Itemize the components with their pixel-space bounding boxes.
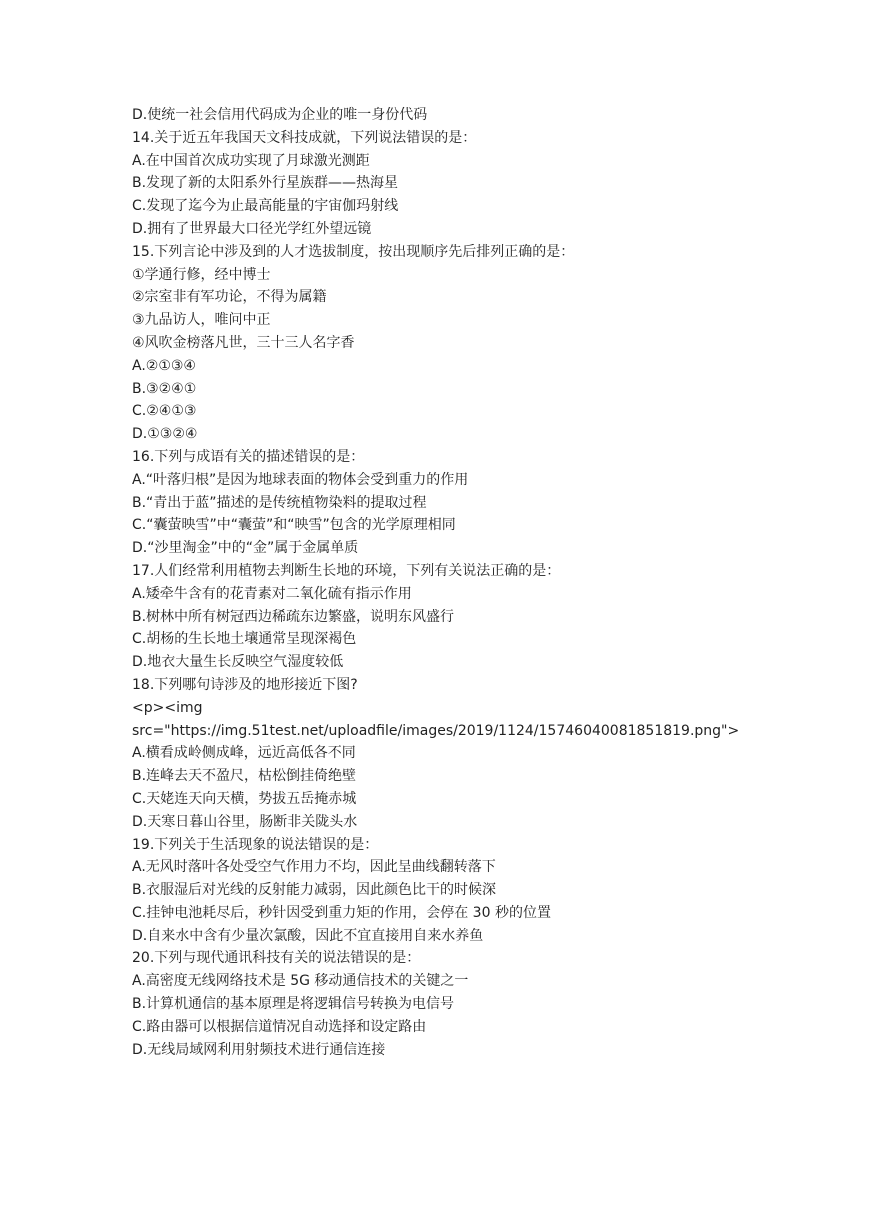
option-line: A.无风时落叶各处受空气作用力不均，因此呈曲线翻转落下 — [132, 859, 496, 876]
option-line: C.②④①③ — [132, 403, 197, 420]
option-line: C.发现了迄今为止最高能量的宇宙伽玛射线 — [132, 198, 399, 215]
option-line: A.②①③④ — [132, 357, 196, 374]
option-line: B.树林中所有树冠西边稀疏东边繁盛，说明东风盛行 — [132, 608, 455, 625]
option-line: C.“囊萤映雪”中“囊萤”和“映雪”包含的光学原理相同 — [132, 517, 456, 534]
option-line: D.拥有了世界最大口径光学红外望远镜 — [132, 220, 372, 237]
option-line: C.路由器可以根据信道情况自动选择和设定路由 — [132, 1018, 427, 1035]
statement-line: ③九品访人，唯问中正 — [132, 312, 271, 329]
statement-line: ④风吹金榜落凡世，三十三人名字香 — [132, 334, 355, 351]
question-14: 14.关于近五年我国天文科技成就，下列说法错误的是： — [132, 129, 477, 146]
document-body — [132, 104, 832, 1061]
option-line: A.矮牵牛含有的花青素对二氧化硫有指示作用 — [132, 585, 412, 602]
raw-html-line: src="https://img.51test.net/uploadfile/images/2019/1124/15746040081851819.png"> — [132, 722, 740, 739]
option-line: B.发现了新的太阳系外行星族群——热海星 — [132, 175, 399, 192]
option-line: D.使统一社会信用代码成为企业的唯一身份代码 — [132, 107, 428, 123]
option-line: D.天寒日暮山谷里，肠断非关陇头水 — [132, 813, 358, 830]
option-line: A.高密度无线网络技术是 5G 移动通信技术的关键之一 — [132, 973, 469, 990]
statement-line: ①学通行修，经中博士 — [132, 266, 271, 283]
option-line: D.自来水中含有少量次氯酸，因此不宜直接用自来水养鱼 — [132, 927, 484, 944]
question-19: 19.下列关于生活现象的说法错误的是： — [132, 836, 379, 853]
option-line: A.横看成岭侧成峰，远近高低各不同 — [132, 745, 356, 762]
option-line: A.“叶落归根”是因为地球表面的物体会受到重力的作用 — [132, 471, 469, 488]
raw-html-line: <p><img — [132, 699, 203, 716]
option-line: B.计算机通信的基本原理是将逻辑信号转换为电信号 — [132, 996, 455, 1013]
option-line: D.无线局域网利用射频技术进行通信连接 — [132, 1041, 386, 1058]
option-line: C.胡杨的生长地土壤通常呈现深褐色 — [132, 631, 357, 648]
option-line: B.连峰去天不盈尺，枯松倒挂倚绝壁 — [132, 768, 357, 785]
option-line: D.“沙里淘金”中的“金”属于金属单质 — [132, 540, 359, 557]
option-line: C.挂钟电池耗尽后，秒针因受到重力矩的作用，会停在 30 秒的位置 — [132, 904, 551, 921]
question-16: 16.下列与成语有关的描述错误的是： — [132, 448, 365, 465]
option-line: C.天姥连天向天横，势拔五岳掩赤城 — [132, 790, 357, 807]
question-18: 18.下列哪句诗涉及的地形接近下图? — [132, 676, 358, 693]
question-17: 17.人们经常利用植物去判断生长地的环境，下列有关说法正确的是： — [132, 562, 561, 579]
option-line: A.在中国首次成功实现了月球激光测距 — [132, 152, 370, 169]
option-line: D.地衣大量生长反映空气湿度较低 — [132, 654, 344, 671]
option-line: B.“青出于蓝”描述的是传统植物染料的提取过程 — [132, 494, 427, 511]
option-line: B.衣服湿后对光线的反射能力减弱，因此颜色比干的时候深 — [132, 882, 497, 899]
question-15: 15.下列言论中涉及到的人才选拔制度，按出现顺序先后排列正确的是： — [132, 243, 575, 260]
statement-line: ②宗室非有军功论，不得为属籍 — [132, 289, 327, 306]
option-line: B.③②④① — [132, 380, 197, 397]
question-20: 20.下列与现代通讯科技有关的说法错误的是： — [132, 950, 421, 967]
option-line: D.①③②④ — [132, 426, 198, 443]
